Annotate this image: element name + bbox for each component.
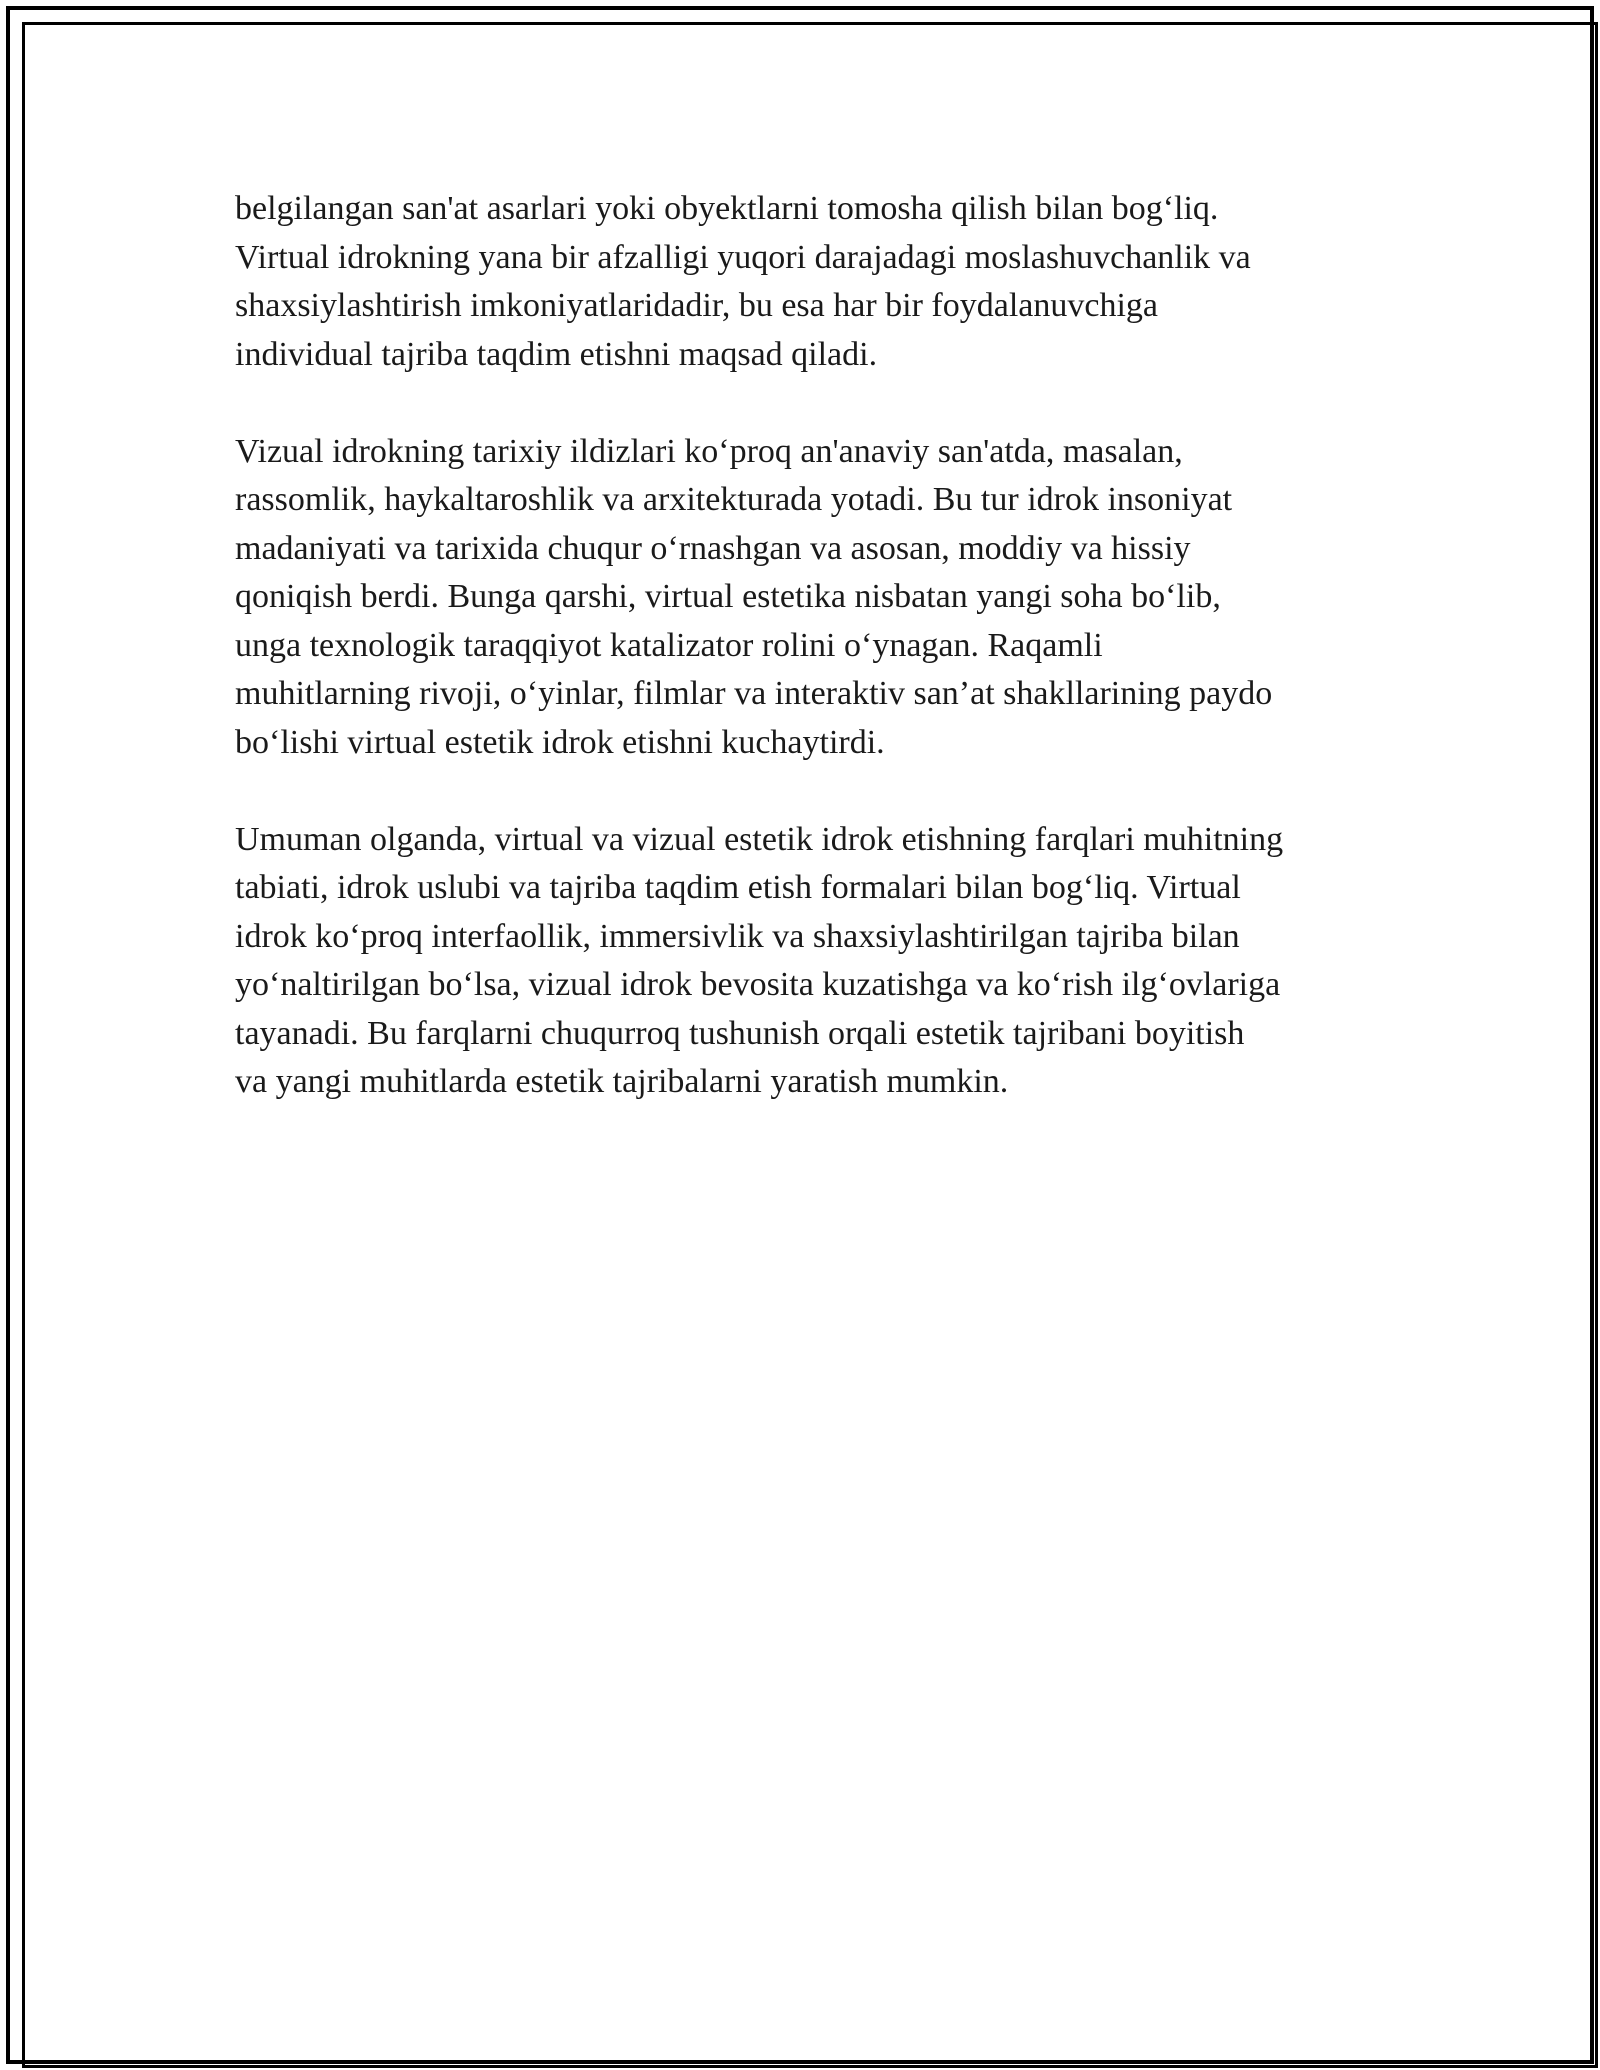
paragraph-line: belgilangan san'at asarlari yoki obyektlarni tomosha qilish bilan bog‘liq. [235, 190, 1219, 227]
paragraph-2 [235, 428, 1385, 768]
paragraph-line: va yangi muhitlarda estetik tajribalarni yaratish mumkin. [235, 1063, 1009, 1100]
paragraph-1 [235, 185, 1385, 379]
paragraph-line: bo‘lishi virtual estetik idrok etishni kuchaytirdi. [235, 723, 885, 761]
paragraph-line: Virtual idrokning yana bir afzalligi yuqori darajadagi moslashuvchanlik va [235, 238, 1251, 276]
document-body [235, 185, 1385, 1155]
paragraph-3 [235, 816, 1385, 1107]
paragraph-line: qoniqish berdi. Bunga qarshi, virtual estetika nisbatan yangi soha bo‘lib, [235, 578, 1221, 615]
paragraph-line: individual tajriba taqdim etishni maqsad qiladi. [235, 335, 878, 373]
paragraph-line: madaniyati va tarixida chuqur o‘rnashgan va asosan, moddiy va hissiy [235, 529, 1191, 567]
paragraph-line: tabiati, idrok uslubi va tajriba taqdim etish formalari bilan bog‘liq. Virtual [235, 869, 1241, 906]
paragraph-line: Vizual idrokning tarixiy ildizlari ko‘proq an'anaviy san'atda, masalan, [235, 432, 1183, 470]
paragraph-line: Umuman olganda, virtual va vizual estetik idrok etishning farqlari muhitning [235, 820, 1284, 858]
paragraph-line: shaxsiylashtirish imkoniyatlaridadir, bu esa har bir foydalanuvchiga [235, 287, 1159, 324]
paragraph-line: idrok ko‘proq interfaollik, immersivlik va shaxsiylashtirilgan tajriba bilan [235, 917, 1240, 955]
paragraph-line: muhitlarning rivoji, o‘yinlar, filmlar va interaktiv san’at shakllarining paydo [235, 675, 1273, 712]
paragraph-line: tayanadi. Bu farqlarni chuqurroq tushunish orqali estetik tajribani boyitish [235, 1014, 1245, 1052]
paragraph-line: unga texnologik taraqqiyot katalizator rolini o‘ynagan. Raqamli [235, 626, 1103, 664]
paragraph-line: yo‘naltirilgan bo‘lsa, vizual idrok bevosita kuzatishga va ko‘rish ilg‘ovlariga [235, 966, 1281, 1003]
paragraph-line: rassomlik, haykaltaroshlik va arxitekturada yotadi. Bu tur idrok insoniyat [235, 481, 1233, 518]
